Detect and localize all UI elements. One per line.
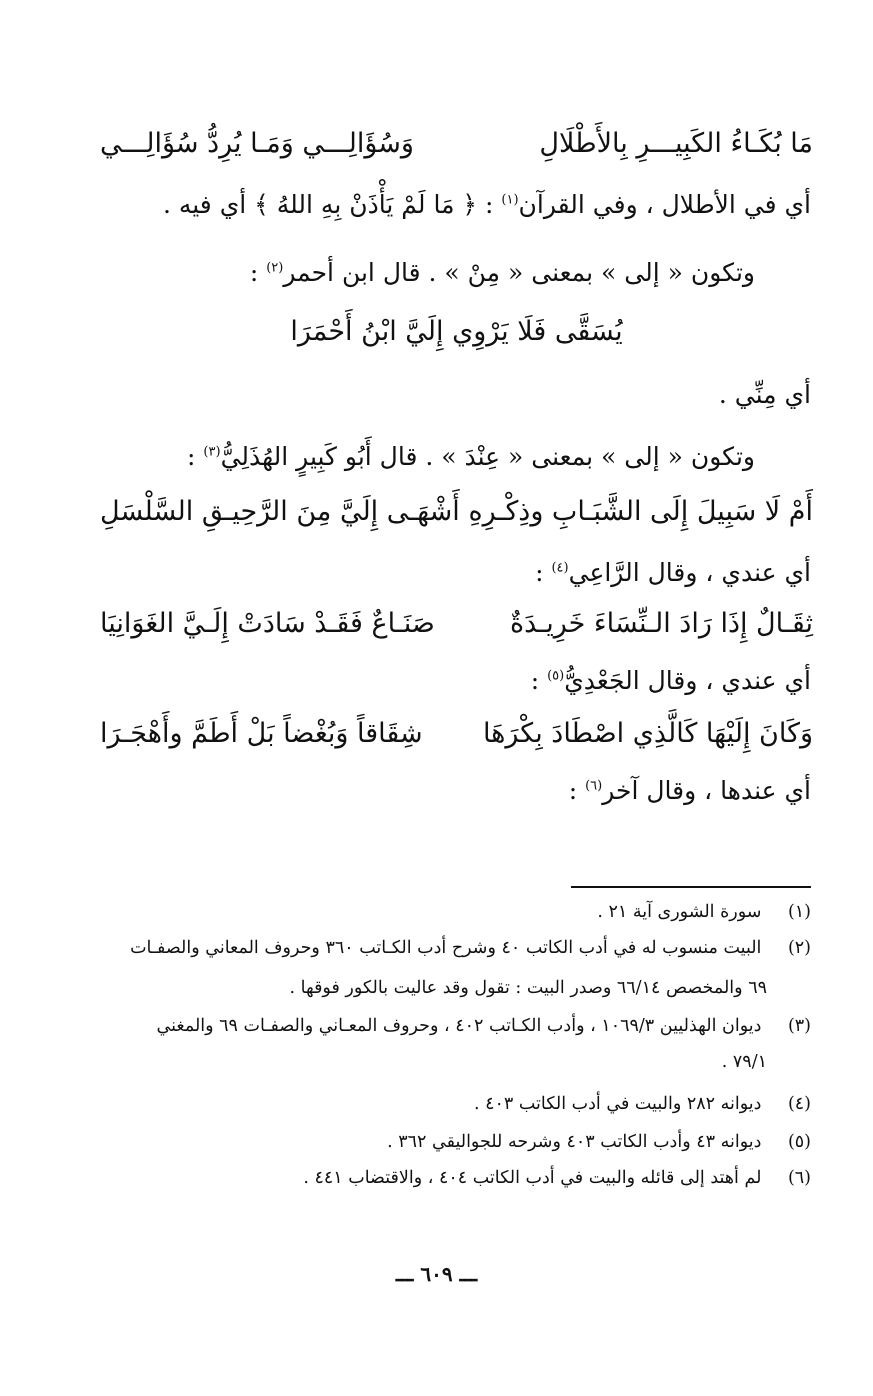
page-number: ـــ ٦٠٩ ـــ	[395, 1262, 478, 1286]
footnote-ref-2: (٢)	[266, 260, 284, 276]
footnote-4: (٤) ديوانه ٢٨٢ والبيت في أدب الكاتب ٤٠٣ .	[473, 1094, 811, 1114]
verse-3-second-hemistich: أَشْهَـى إِلَيَّ مِنَ الرَّحِيـقِ السَّلْسَلِ	[100, 496, 460, 527]
prose-line-3: أي مِنِّي .	[718, 380, 811, 409]
verse-1-first-hemistich: مَا بُكَـاءُ الكَبِيـــرِ بِالأَطْلَالِ	[539, 128, 813, 159]
footnote-separator	[571, 886, 811, 888]
verse-2-line: يُسَقَّى فَلَا يَرْوِي إِلَيَّ ابْنُ أَحْمَرَا	[290, 316, 623, 347]
footnote-ref-6: (٦)	[585, 778, 603, 794]
verse-5-second-hemistich: شِقَاقاً وَبُغْضاً بَلْ أَطَمَّ وأَهْجَـرَا	[100, 718, 423, 749]
footnote-2-continuation: ٦٩ والمخصص ٦٦/١٤ وصدر البيت : تقول وقد عاليت بالكور فوقها .	[289, 978, 767, 998]
verse-4	[100, 608, 813, 639]
footnote-ref-3: (٣)	[203, 444, 221, 460]
verse-1-second-hemistich: وَسُؤَالِـــي وَمَـا يُرِدُّ سُؤَالِـــي	[100, 128, 414, 159]
footnote-ref-1: (١)	[501, 192, 519, 208]
footnote-3-continuation: ٧٩/١ .	[721, 1052, 767, 1072]
footnote-3: (٣) ديوان الهذليين ١٠٦٩/٣ ، وأدب الكـاتب ٤٠٢ ، وحروف المعـاني والصفـات ٦٩ والمغني	[156, 1016, 811, 1036]
footnote-ref-4: (٤)	[551, 560, 569, 576]
prose-line-6: أي عندي ، وقال الجَعْدِيُّ$^{(٥)}$ :	[530, 666, 811, 695]
prose-line-7: أي عندها ، وقال آخر$^{(٦)}$ :	[568, 776, 811, 805]
verse-5	[100, 718, 813, 749]
verse-3-first-hemistich: أَمْ لَا سَبِيلَ إِلَى الشَّبَـابِ وذِكْـرِهِ	[468, 496, 813, 527]
verse-3	[100, 496, 813, 527]
verse-5-first-hemistich: وَكَانَ إِلَيْهَا كَالَّذِي اصْطَادَ بِكْرَهَا	[482, 718, 813, 749]
footnote-6: (٦) لم أهتد إلى قائله والبيت في أدب الكاتب ٤٠٤ ، والاقتضاب ٤٤١ .	[303, 1168, 811, 1188]
footnote-1: (١) سورة الشورى آية ٢١ .	[597, 902, 811, 922]
verse-4-second-hemistich: صَنَـاعٌ فَقَـدْ سَادَتْ إِلَـيَّ الغَوَانِيَا	[100, 608, 435, 639]
verse-2	[100, 316, 813, 347]
prose-line-2: وتكون « إلى » بمعنى « مِنْ » . قال ابن أحمر$^{(٢)}$ :	[249, 258, 755, 287]
prose-line-1: أي في الأطلال ، وفي القرآن$^{(١)}$ : ﴿ مَا لَمْ يَأْذَنْ بِهِ اللهُ ﴾ أي فيه .	[162, 190, 811, 219]
footnote-2: (٢) البيت منسوب له في أدب الكاتب ٤٠ وشرح أدب الكـاتب ٣٦٠ وحروف المعاني والصفـات	[130, 938, 811, 958]
footnote-ref-5: (٥)	[547, 668, 565, 684]
verse-1	[100, 128, 813, 159]
footnote-5: (٥) ديوانه ٤٣ وأدب الكاتب ٤٠٣ وشرحه للجواليقي ٣٦٢ .	[387, 1132, 811, 1152]
prose-line-4: وتكون « إلى » بمعنى « عِنْدَ » . قال أَبُو كَبِيرٍ الهُذَلِيُّ$^{(٣)}$ :	[187, 442, 755, 471]
verse-4-first-hemistich: ثِقَـالٌ إِذَا رَادَ الـنِّسَاءَ خَرِيـدَةٌ	[510, 608, 813, 639]
prose-line-5: أي عندي ، وقال الرَّاعِي$^{(٤)}$ :	[535, 558, 811, 587]
